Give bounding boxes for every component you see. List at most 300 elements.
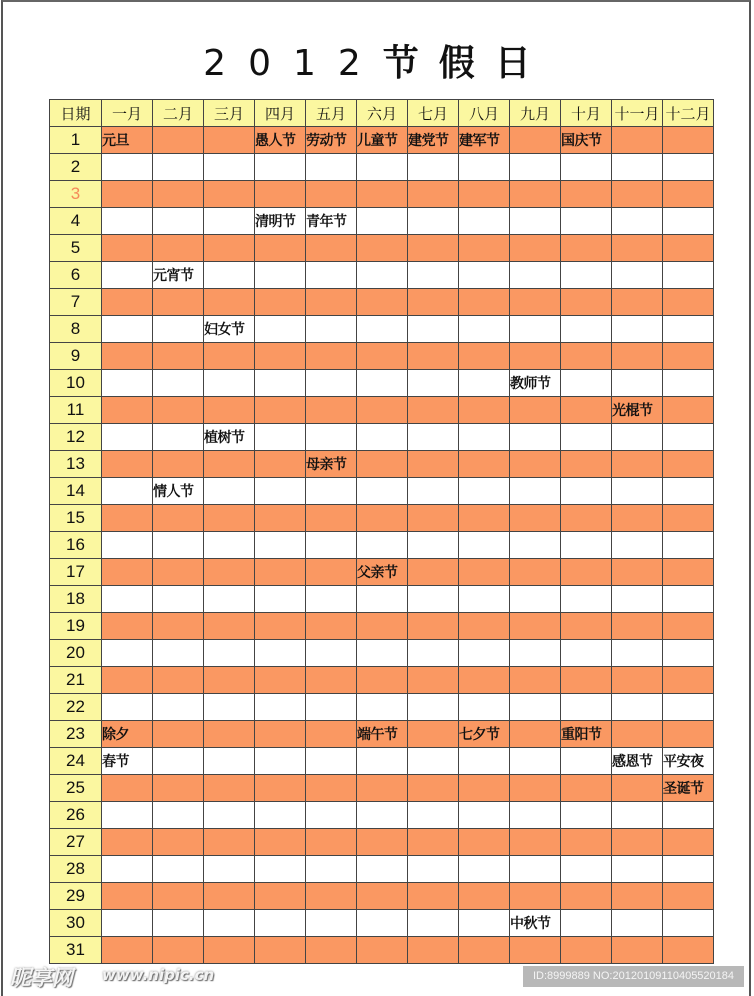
header-month: 一月 — [102, 100, 153, 127]
day-cell — [408, 478, 459, 505]
day-cell — [663, 937, 714, 964]
day-cell — [102, 856, 153, 883]
day-cell — [561, 532, 612, 559]
day-cell — [408, 640, 459, 667]
day-cell — [255, 856, 306, 883]
day-cell — [510, 694, 561, 721]
day-cell — [459, 505, 510, 532]
day-cell — [408, 910, 459, 937]
day-cell — [306, 505, 357, 532]
day-cell — [204, 208, 255, 235]
day-cell — [663, 181, 714, 208]
day-cell — [408, 532, 459, 559]
holiday-cell: 青年节 — [306, 208, 357, 235]
header-month: 六月 — [357, 100, 408, 127]
day-cell — [510, 775, 561, 802]
table-row — [50, 235, 714, 262]
day-cell — [612, 424, 663, 451]
day-cell — [459, 856, 510, 883]
day-cell — [612, 181, 663, 208]
holiday-cell: 除夕 — [102, 721, 153, 748]
day-cell — [153, 937, 204, 964]
day-cell — [102, 478, 153, 505]
day-cell — [255, 694, 306, 721]
day-cell — [306, 829, 357, 856]
day-cell — [306, 181, 357, 208]
day-cell — [459, 640, 510, 667]
day-cell — [204, 289, 255, 316]
day-number: 21 — [50, 667, 102, 694]
day-cell — [255, 883, 306, 910]
day-cell — [204, 181, 255, 208]
day-cell — [153, 586, 204, 613]
day-cell — [459, 343, 510, 370]
day-cell — [612, 937, 663, 964]
day-cell — [102, 613, 153, 640]
day-cell — [255, 721, 306, 748]
day-cell — [561, 451, 612, 478]
day-cell — [408, 694, 459, 721]
day-number: 5 — [50, 235, 102, 262]
day-cell — [204, 802, 255, 829]
day-cell — [612, 721, 663, 748]
day-number: 3 — [50, 181, 102, 208]
day-cell — [153, 829, 204, 856]
day-cell — [561, 235, 612, 262]
day-cell — [204, 883, 255, 910]
table-row — [50, 829, 714, 856]
holiday-cell: 劳动节 — [306, 127, 357, 154]
day-cell — [357, 181, 408, 208]
header-date: 日期 — [50, 100, 102, 127]
day-cell — [459, 289, 510, 316]
day-cell — [510, 829, 561, 856]
day-cell — [663, 235, 714, 262]
day-cell — [153, 343, 204, 370]
day-cell — [153, 127, 204, 154]
header-month: 八月 — [459, 100, 510, 127]
day-cell — [561, 883, 612, 910]
day-cell — [612, 289, 663, 316]
day-cell — [357, 262, 408, 289]
day-cell — [306, 559, 357, 586]
day-cell — [663, 532, 714, 559]
day-cell — [306, 424, 357, 451]
day-cell — [561, 748, 612, 775]
day-cell — [357, 586, 408, 613]
day-cell — [204, 829, 255, 856]
day-cell — [663, 559, 714, 586]
day-cell — [612, 127, 663, 154]
day-cell — [612, 829, 663, 856]
holiday-cell: 教师节 — [510, 370, 561, 397]
day-cell — [612, 478, 663, 505]
day-cell — [408, 424, 459, 451]
day-cell — [408, 370, 459, 397]
day-cell — [663, 613, 714, 640]
day-cell — [510, 586, 561, 613]
table-row — [50, 316, 714, 343]
day-cell — [459, 478, 510, 505]
day-cell — [255, 451, 306, 478]
day-cell — [102, 316, 153, 343]
day-cell — [204, 559, 255, 586]
day-cell — [561, 613, 612, 640]
day-cell — [102, 937, 153, 964]
day-cell — [102, 289, 153, 316]
day-cell — [204, 478, 255, 505]
day-cell — [357, 235, 408, 262]
day-cell — [510, 316, 561, 343]
day-cell — [612, 883, 663, 910]
day-cell — [153, 910, 204, 937]
day-number: 24 — [50, 748, 102, 775]
day-cell — [306, 856, 357, 883]
day-cell — [204, 640, 255, 667]
title-text: 节假日 — [382, 43, 551, 84]
day-cell — [663, 127, 714, 154]
table-row — [50, 559, 714, 586]
day-cell — [255, 937, 306, 964]
day-cell — [102, 343, 153, 370]
day-cell — [663, 883, 714, 910]
table-row — [50, 262, 714, 289]
day-cell — [612, 856, 663, 883]
day-cell — [663, 289, 714, 316]
day-cell — [255, 181, 306, 208]
table-row — [50, 424, 714, 451]
day-cell — [357, 424, 408, 451]
holiday-cell: 七夕节 — [459, 721, 510, 748]
table-row — [50, 289, 714, 316]
day-cell — [306, 802, 357, 829]
day-number: 17 — [50, 559, 102, 586]
day-cell — [459, 208, 510, 235]
day-cell — [612, 667, 663, 694]
day-cell — [561, 397, 612, 424]
day-cell — [561, 829, 612, 856]
day-number: 31 — [50, 937, 102, 964]
day-number: 14 — [50, 478, 102, 505]
day-cell — [204, 343, 255, 370]
day-cell — [408, 856, 459, 883]
holiday-calendar-table — [49, 99, 714, 964]
day-cell — [306, 640, 357, 667]
day-cell — [255, 262, 306, 289]
day-cell — [561, 424, 612, 451]
day-cell — [408, 397, 459, 424]
day-cell — [510, 640, 561, 667]
day-cell — [663, 856, 714, 883]
day-cell — [357, 748, 408, 775]
day-cell — [459, 748, 510, 775]
day-cell — [102, 640, 153, 667]
day-cell — [255, 910, 306, 937]
day-cell — [459, 883, 510, 910]
day-cell — [612, 154, 663, 181]
day-number: 30 — [50, 910, 102, 937]
table-row — [50, 937, 714, 964]
day-cell — [306, 775, 357, 802]
day-cell — [357, 694, 408, 721]
day-cell — [408, 613, 459, 640]
day-cell — [204, 127, 255, 154]
day-cell — [408, 667, 459, 694]
day-cell — [102, 370, 153, 397]
day-cell — [459, 370, 510, 397]
day-number: 26 — [50, 802, 102, 829]
day-cell — [153, 559, 204, 586]
day-cell — [306, 370, 357, 397]
day-cell — [663, 370, 714, 397]
day-cell — [153, 883, 204, 910]
day-cell — [306, 883, 357, 910]
day-cell — [255, 640, 306, 667]
day-cell — [357, 532, 408, 559]
day-cell — [561, 289, 612, 316]
day-cell — [102, 532, 153, 559]
day-cell — [102, 829, 153, 856]
table-row — [50, 721, 714, 748]
day-cell — [459, 775, 510, 802]
day-cell — [153, 694, 204, 721]
day-cell — [102, 208, 153, 235]
day-cell — [306, 694, 357, 721]
header-month: 五月 — [306, 100, 357, 127]
day-cell — [612, 694, 663, 721]
holiday-cell: 平安夜 — [663, 748, 714, 775]
header-month: 四月 — [255, 100, 306, 127]
day-number: 10 — [50, 370, 102, 397]
day-number: 13 — [50, 451, 102, 478]
day-cell — [612, 235, 663, 262]
day-cell — [102, 424, 153, 451]
day-cell — [255, 802, 306, 829]
day-cell — [204, 235, 255, 262]
day-cell — [357, 937, 408, 964]
table-row — [50, 532, 714, 559]
day-cell — [612, 775, 663, 802]
day-cell — [357, 802, 408, 829]
day-cell — [561, 775, 612, 802]
day-cell — [408, 883, 459, 910]
day-cell — [153, 532, 204, 559]
day-cell — [255, 829, 306, 856]
day-cell — [255, 532, 306, 559]
day-cell — [153, 154, 204, 181]
day-cell — [663, 451, 714, 478]
day-cell — [306, 748, 357, 775]
day-cell — [561, 181, 612, 208]
header-month: 九月 — [510, 100, 561, 127]
day-cell — [357, 316, 408, 343]
day-cell — [408, 451, 459, 478]
day-cell — [204, 397, 255, 424]
day-cell — [408, 937, 459, 964]
day-cell — [153, 640, 204, 667]
day-cell — [459, 586, 510, 613]
day-cell — [255, 154, 306, 181]
day-cell — [510, 397, 561, 424]
day-cell — [663, 910, 714, 937]
day-cell — [204, 748, 255, 775]
day-cell — [459, 667, 510, 694]
day-cell — [510, 127, 561, 154]
day-number: 7 — [50, 289, 102, 316]
day-cell — [459, 316, 510, 343]
day-cell — [204, 937, 255, 964]
day-cell — [510, 478, 561, 505]
day-cell — [204, 667, 255, 694]
day-cell — [204, 910, 255, 937]
day-cell — [357, 289, 408, 316]
day-cell — [510, 559, 561, 586]
day-cell — [204, 370, 255, 397]
day-cell — [408, 181, 459, 208]
day-cell — [408, 586, 459, 613]
day-cell — [561, 586, 612, 613]
holiday-cell: 妇女节 — [204, 316, 255, 343]
day-cell — [204, 694, 255, 721]
watermark-logo: 昵享网 — [10, 966, 73, 990]
day-cell — [255, 559, 306, 586]
day-cell — [102, 235, 153, 262]
day-cell — [102, 802, 153, 829]
day-cell — [153, 721, 204, 748]
day-cell — [204, 532, 255, 559]
day-cell — [357, 613, 408, 640]
day-cell — [408, 343, 459, 370]
day-cell — [459, 829, 510, 856]
day-cell — [510, 937, 561, 964]
table-row — [50, 127, 714, 154]
day-cell — [561, 937, 612, 964]
table-row — [50, 451, 714, 478]
day-cell — [408, 775, 459, 802]
day-number: 22 — [50, 694, 102, 721]
day-cell — [408, 559, 459, 586]
header-month: 十月 — [561, 100, 612, 127]
day-number: 23 — [50, 721, 102, 748]
holiday-cell: 儿童节 — [357, 127, 408, 154]
day-cell — [204, 613, 255, 640]
day-cell — [153, 397, 204, 424]
day-cell — [612, 208, 663, 235]
day-cell — [459, 424, 510, 451]
day-cell — [255, 775, 306, 802]
day-cell — [306, 532, 357, 559]
day-cell — [663, 586, 714, 613]
day-number: 1 — [50, 127, 102, 154]
day-cell — [561, 667, 612, 694]
day-cell — [663, 478, 714, 505]
day-cell — [612, 505, 663, 532]
holiday-cell: 愚人节 — [255, 127, 306, 154]
table-row — [50, 478, 714, 505]
day-cell — [510, 856, 561, 883]
day-cell — [357, 154, 408, 181]
day-cell — [204, 721, 255, 748]
day-cell — [459, 181, 510, 208]
day-cell — [153, 235, 204, 262]
day-cell — [459, 802, 510, 829]
day-cell — [408, 505, 459, 532]
day-cell — [561, 478, 612, 505]
day-cell — [102, 694, 153, 721]
day-cell — [510, 424, 561, 451]
day-cell — [306, 397, 357, 424]
day-cell — [153, 613, 204, 640]
day-cell — [612, 802, 663, 829]
day-number: 4 — [50, 208, 102, 235]
header-row — [50, 100, 714, 127]
day-cell — [255, 397, 306, 424]
table-row — [50, 910, 714, 937]
day-cell — [459, 559, 510, 586]
table-row — [50, 748, 714, 775]
day-cell — [663, 829, 714, 856]
day-cell — [510, 451, 561, 478]
holiday-cell: 清明节 — [255, 208, 306, 235]
day-cell — [459, 532, 510, 559]
day-number: 9 — [50, 343, 102, 370]
header-month: 十二月 — [663, 100, 714, 127]
day-cell — [306, 316, 357, 343]
day-cell — [459, 397, 510, 424]
day-cell — [204, 505, 255, 532]
day-cell — [204, 586, 255, 613]
day-number: 8 — [50, 316, 102, 343]
day-cell — [153, 316, 204, 343]
day-cell — [306, 235, 357, 262]
page-title — [0, 40, 754, 84]
day-cell — [459, 937, 510, 964]
day-cell — [153, 181, 204, 208]
day-cell — [204, 262, 255, 289]
day-cell — [306, 586, 357, 613]
day-cell — [102, 586, 153, 613]
day-cell — [357, 343, 408, 370]
day-cell — [510, 181, 561, 208]
day-cell — [357, 451, 408, 478]
day-cell — [153, 289, 204, 316]
day-cell — [510, 532, 561, 559]
table-row — [50, 181, 714, 208]
day-cell — [357, 910, 408, 937]
holiday-cell: 端午节 — [357, 721, 408, 748]
calendar-body — [50, 127, 714, 964]
day-cell — [510, 802, 561, 829]
day-cell — [561, 640, 612, 667]
day-cell — [306, 343, 357, 370]
day-cell — [408, 262, 459, 289]
day-cell — [561, 856, 612, 883]
day-cell — [255, 235, 306, 262]
day-cell — [561, 802, 612, 829]
day-cell — [612, 343, 663, 370]
day-cell — [459, 235, 510, 262]
day-cell — [153, 856, 204, 883]
day-cell — [561, 505, 612, 532]
day-cell — [561, 559, 612, 586]
day-cell — [357, 856, 408, 883]
day-number: 25 — [50, 775, 102, 802]
day-cell — [153, 748, 204, 775]
day-cell — [561, 370, 612, 397]
day-number: 11 — [50, 397, 102, 424]
day-cell — [663, 667, 714, 694]
title-year: 2012 — [203, 43, 383, 84]
